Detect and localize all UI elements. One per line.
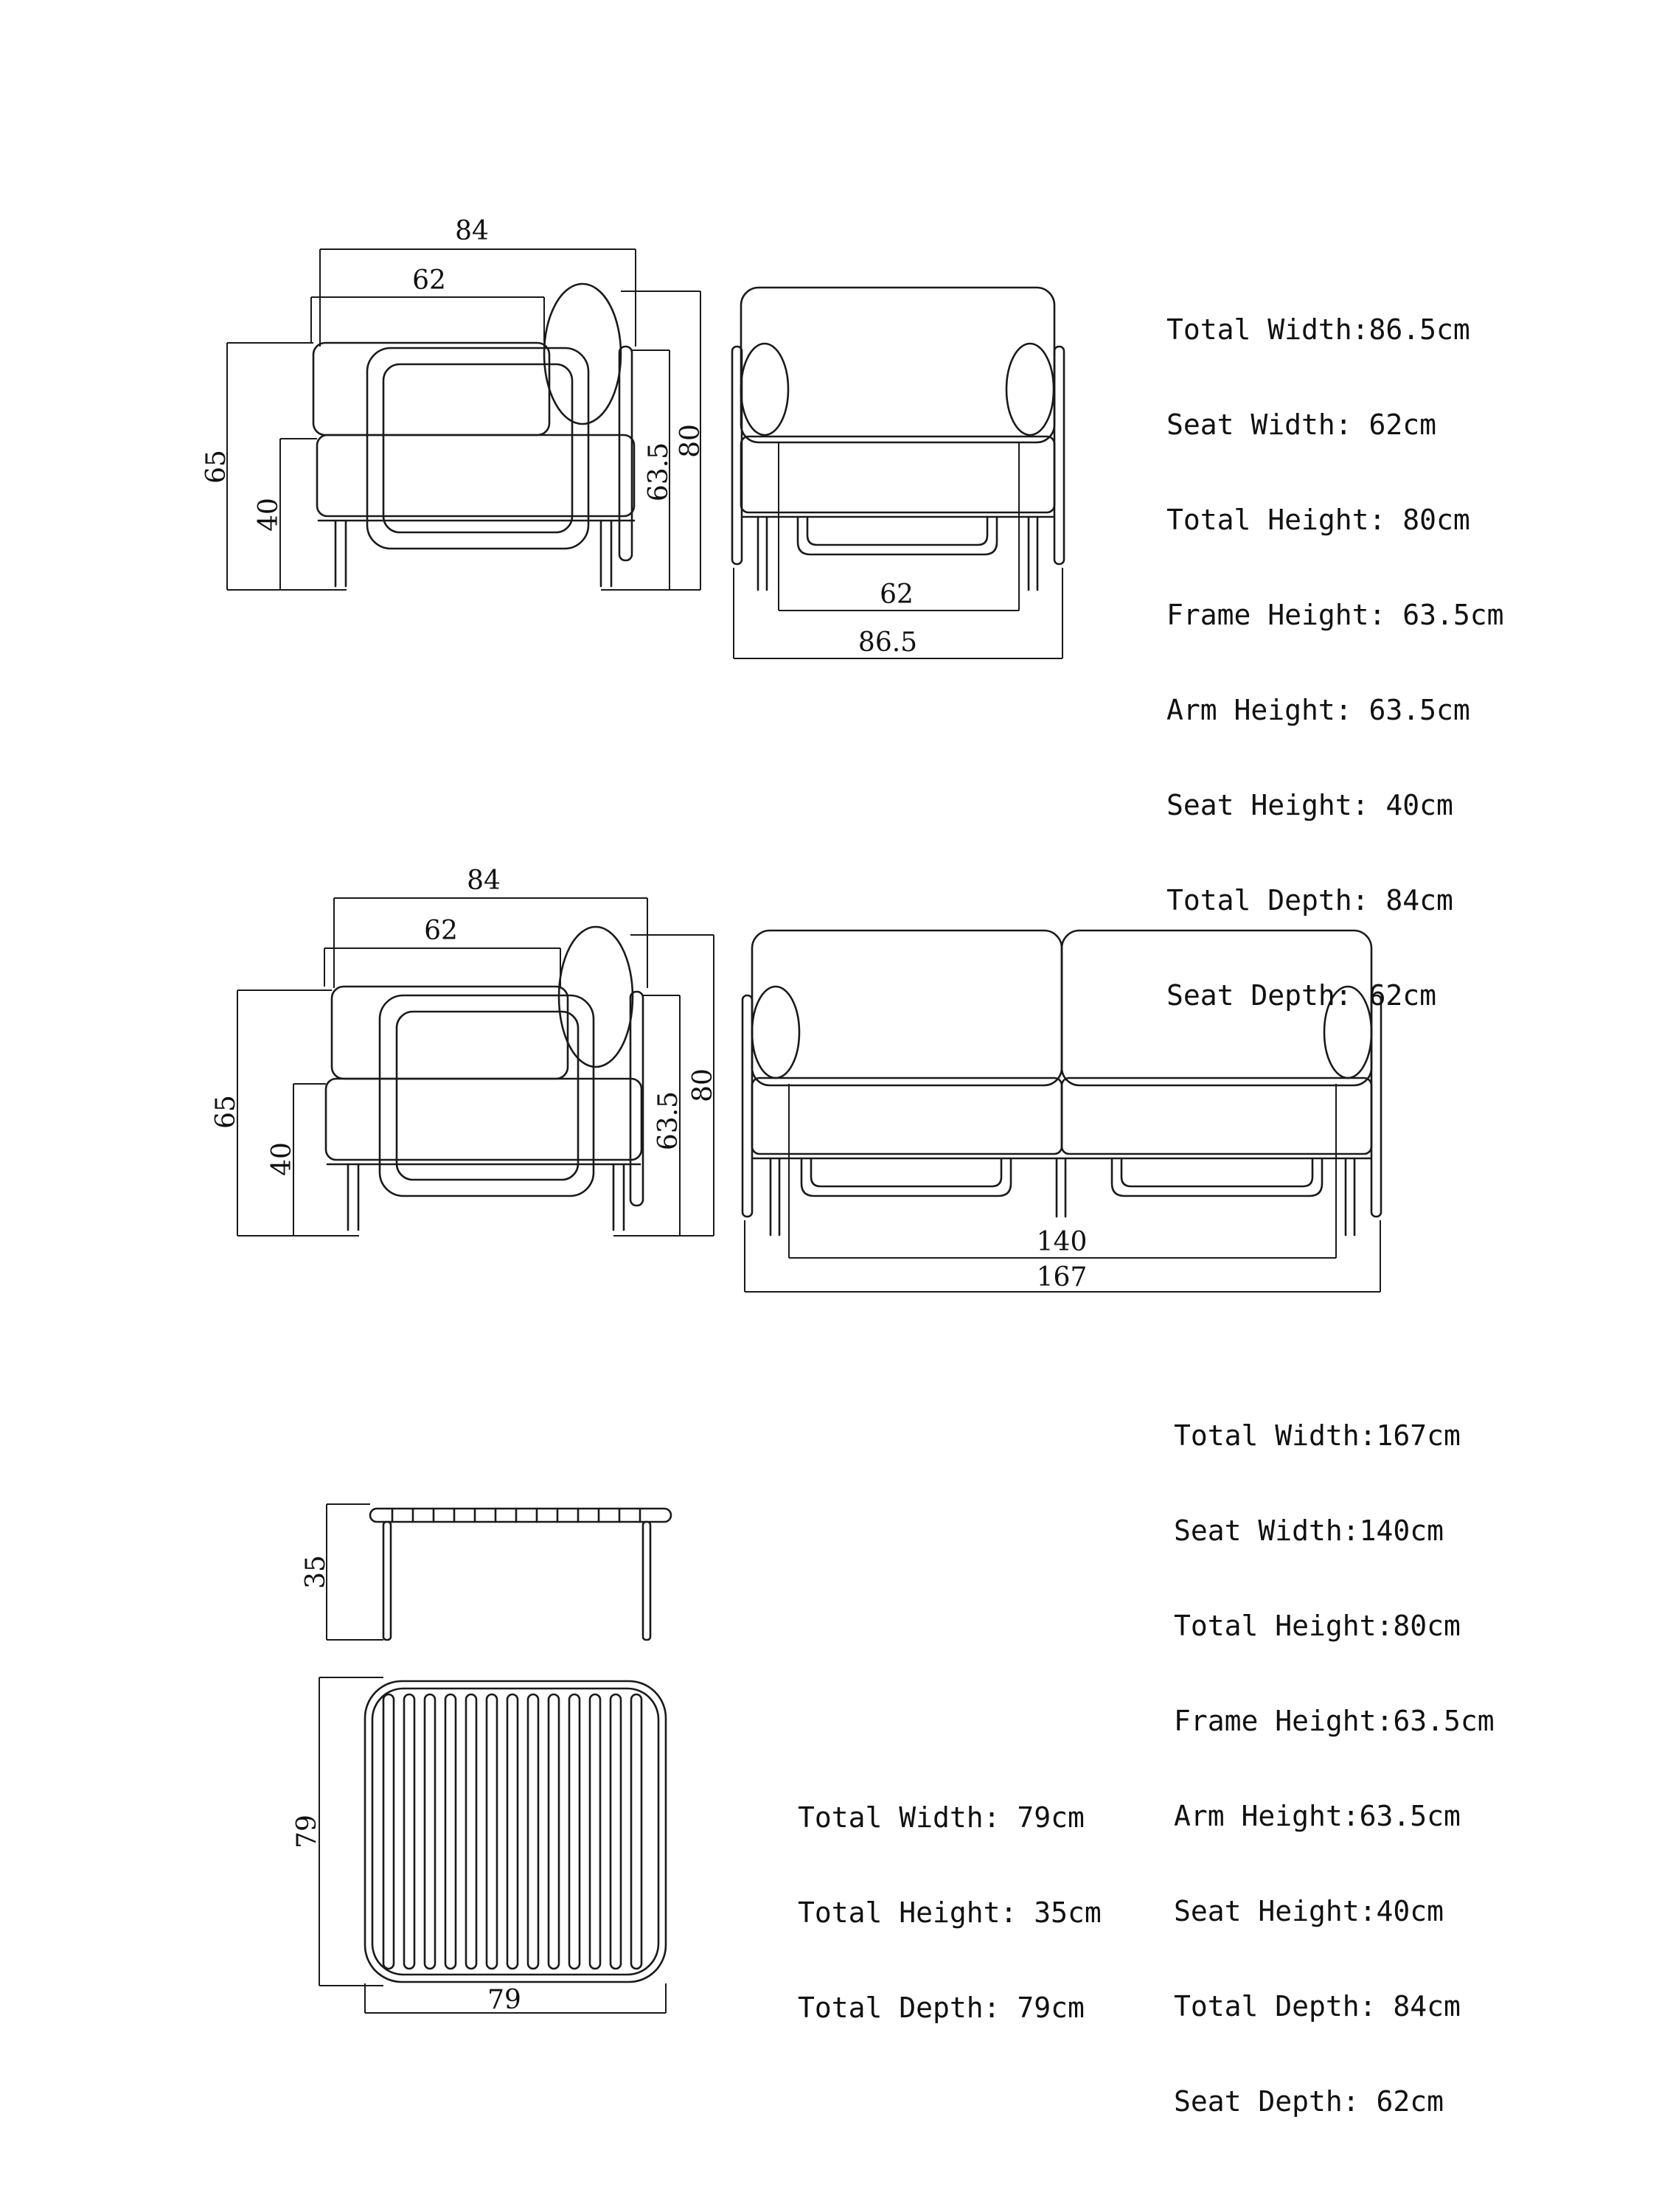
spec-line: Total Height: 80cm bbox=[1166, 504, 1470, 536]
table-side-dimensions bbox=[301, 1504, 383, 1640]
armchair-side-view bbox=[313, 284, 634, 586]
spec-line: Seat Height: 40cm bbox=[1166, 789, 1453, 821]
armchair-seat-height-label: 40 bbox=[254, 498, 284, 532]
armchair-spec-list bbox=[1166, 251, 1504, 1043]
spec-line: Seat Width: 62cm bbox=[1166, 408, 1437, 441]
armchair-total-depth-label: 84 bbox=[455, 216, 489, 246]
sofa-arm-height-label: 65 bbox=[211, 1095, 241, 1129]
spec-line: Frame Height: 63.5cm bbox=[1166, 599, 1504, 631]
sofa-side-view bbox=[326, 927, 643, 1230]
table-top-view bbox=[365, 1681, 666, 1982]
sofa-total-height-label: 80 bbox=[688, 1068, 718, 1102]
sofa-seat-width-label: 140 bbox=[1036, 1227, 1088, 1257]
table-side-slats bbox=[392, 1509, 640, 1522]
spec-line: Seat Depth: 62cm bbox=[1174, 2085, 1444, 2118]
sofa-seat-depth-label: 62 bbox=[424, 916, 458, 946]
sofa-total-depth-label: 84 bbox=[467, 866, 501, 896]
armchair-seat-depth-label: 62 bbox=[412, 265, 446, 296]
armchair-front-dimensions bbox=[734, 442, 1062, 658]
spec-line: Arm Height:63.5cm bbox=[1174, 1800, 1461, 1832]
spec-line: Total Depth: 79cm bbox=[798, 1992, 1085, 2024]
armchair-front-view bbox=[732, 288, 1064, 590]
spec-line: Frame Height:63.5cm bbox=[1174, 1705, 1495, 1737]
table-height-label: 35 bbox=[301, 1555, 331, 1589]
sofa-total-width-label: 167 bbox=[1036, 1262, 1088, 1293]
armchair-total-width-label: 86.5 bbox=[858, 627, 918, 658]
table-side-view bbox=[370, 1509, 671, 1640]
spec-line: Total Width:86.5cm bbox=[1166, 313, 1470, 346]
sofa-frame-height-label: 63.5 bbox=[653, 1091, 684, 1151]
armchair-seat-width-label: 62 bbox=[880, 580, 914, 610]
spec-line: Total Width: 79cm bbox=[798, 1801, 1085, 1834]
armchair-total-height-label: 80 bbox=[675, 424, 706, 458]
armchair-arm-height-label: 65 bbox=[201, 450, 232, 484]
spec-line: Total Height:80cm bbox=[1174, 1610, 1461, 1642]
spec-line: Total Width:167cm bbox=[1174, 1419, 1461, 1452]
sofa-spec-list bbox=[1174, 1357, 1495, 2149]
spec-line: Total Depth: 84cm bbox=[1166, 884, 1453, 917]
table-width-label: 79 bbox=[487, 1985, 521, 2015]
spec-line: Seat Height:40cm bbox=[1174, 1895, 1444, 1927]
table-top-slats bbox=[383, 1694, 641, 1969]
spec-line: Seat Depth: 62cm bbox=[1166, 979, 1437, 1012]
table-depth-label: 79 bbox=[292, 1815, 322, 1848]
spec-line: Total Height: 35cm bbox=[798, 1896, 1102, 1929]
armchair-side-dimensions bbox=[201, 216, 706, 590]
spec-line: Arm Height: 63.5cm bbox=[1166, 694, 1470, 726]
spec-line: Total Depth: 84cm bbox=[1174, 1990, 1461, 2023]
spec-line: Seat Width:140cm bbox=[1174, 1514, 1444, 1547]
sofa-seat-height-label: 40 bbox=[267, 1142, 297, 1176]
table-spec-list bbox=[798, 1739, 1102, 2056]
armchair-frame-height-label: 63.5 bbox=[644, 442, 674, 502]
